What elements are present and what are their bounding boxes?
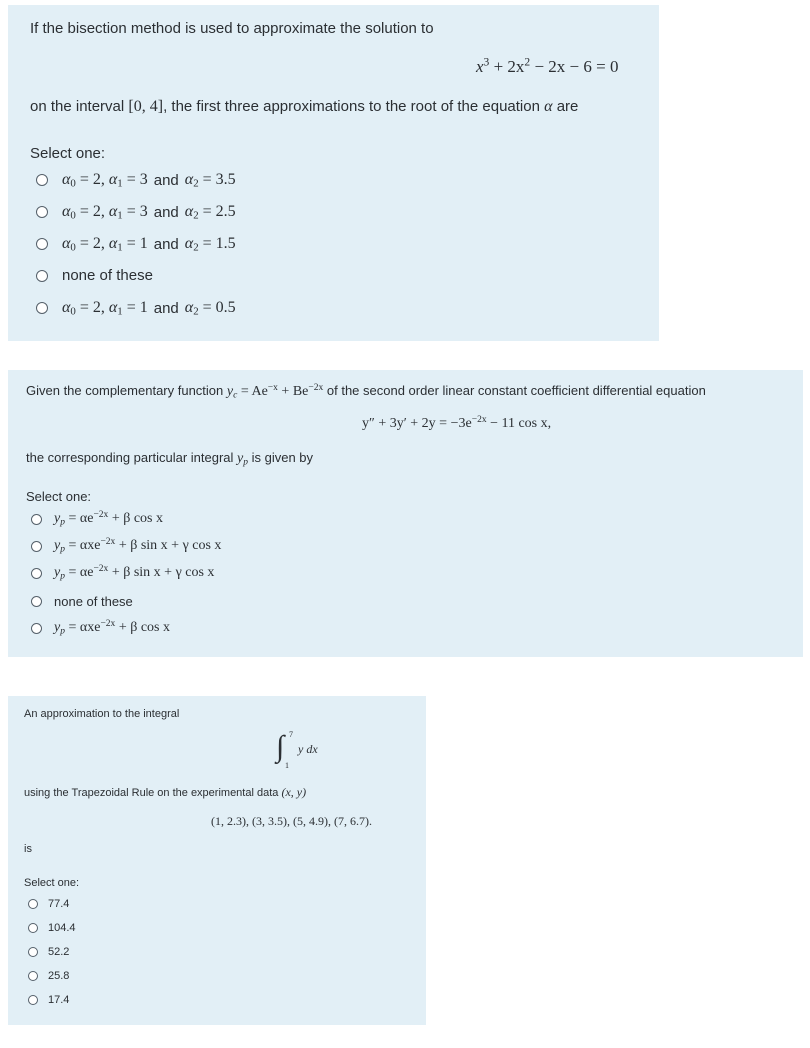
radio-button[interactable] xyxy=(36,174,48,186)
answer-option-1[interactable]: 77.4 xyxy=(28,898,69,910)
radio-button[interactable] xyxy=(31,596,42,607)
question-prompt: An approximation to the integral xyxy=(24,708,180,720)
question-card-differential-equation xyxy=(8,370,803,657)
answer-option-2[interactable]: 104.4 xyxy=(28,922,76,934)
answer-option-5[interactable]: $\alpha_0 = 2$, $\alpha_1 = 1$ and $\alpha_2 = 0.5$ xyxy=(36,299,236,317)
question-prompt: Given the complementary function $y_c = Ae^{-x} + Be^{-2x}$ of the second order linear constant coefficient differential equation xyxy=(26,382,706,401)
answer-option-3[interactable]: 52.2 xyxy=(28,946,69,958)
radio-button[interactable] xyxy=(28,971,38,981)
select-one-label: Select one: xyxy=(26,489,92,504)
radio-button[interactable] xyxy=(31,514,42,525)
is-label: is xyxy=(24,843,32,855)
definite-integral: ∫ 7 1 y dx xyxy=(276,730,318,770)
particular-integral-statement: the corresponding particular integral $y_p$ is given by xyxy=(26,450,314,468)
question-card-trapezoidal-rule xyxy=(8,696,426,1025)
radio-button[interactable] xyxy=(36,270,48,282)
answer-option-4[interactable]: none of these xyxy=(31,594,133,609)
radio-button[interactable] xyxy=(31,568,42,579)
question-prompt: If the bisection method is used to approximate the solution to xyxy=(30,20,434,37)
answer-option-5[interactable]: $y_p = \alpha xe^{-2x} + \beta$ cos x xyxy=(31,620,170,636)
answer-option-5[interactable]: 17.4 xyxy=(28,994,69,1006)
interval-statement: on the interval [0, 4], the first three approximations to the root of the equation α are xyxy=(30,98,579,115)
answer-option-4[interactable]: none of these xyxy=(36,267,153,284)
radio-button[interactable] xyxy=(36,206,48,218)
radio-button[interactable] xyxy=(28,899,38,909)
radio-button[interactable] xyxy=(31,541,42,552)
answer-option-1[interactable]: $y_p = \alpha e^{-2x} + \beta$ cos x xyxy=(31,511,163,527)
question-card-bisection xyxy=(8,5,659,341)
answer-option-3[interactable]: $y_p = \alpha e^{-2x} + \beta$ sin x + γ cos x xyxy=(31,565,214,581)
select-one-label: Select one: xyxy=(24,877,80,889)
rule-statement: using the Trapezoidal Rule on the experimental data (x, y) xyxy=(24,785,307,799)
answer-option-2[interactable]: $\alpha_0 = 2$, $\alpha_1 = 3$ and $\alpha_2 = 2.5$ xyxy=(36,203,236,221)
answer-option-1[interactable]: $\alpha_0 = 2$, $\alpha_1 = 3$ and $\alpha_2 = 3.5$ xyxy=(36,171,236,189)
radio-button[interactable] xyxy=(28,995,38,1005)
answer-option-2[interactable]: $y_p = \alpha xe^{-2x} + \beta$ sin x + γ cos x xyxy=(31,538,221,554)
radio-button[interactable] xyxy=(31,623,42,634)
answer-option-3[interactable]: $\alpha_0 = 2$, $\alpha_1 = 1$ and $\alpha_2 = 1.5$ xyxy=(36,235,236,253)
radio-button[interactable] xyxy=(28,923,38,933)
differential-equation: $y'' + 3y' + 2y = -3e^{-2x} - 11$ cos x, xyxy=(362,414,552,431)
answer-option-4[interactable]: 25.8 xyxy=(28,970,69,982)
experimental-data: (1, 2.3), (3, 3.5), (5, 4.9), (7, 6.7). xyxy=(211,814,372,828)
cubic-equation: $x^3 + 2x^2 - 2x - 6 = 0$ xyxy=(476,55,619,76)
integral-sign-icon: ∫ xyxy=(276,730,285,763)
radio-button[interactable] xyxy=(36,302,48,314)
radio-button[interactable] xyxy=(36,238,48,250)
select-one-label: Select one: xyxy=(30,145,106,162)
radio-button[interactable] xyxy=(28,947,38,957)
